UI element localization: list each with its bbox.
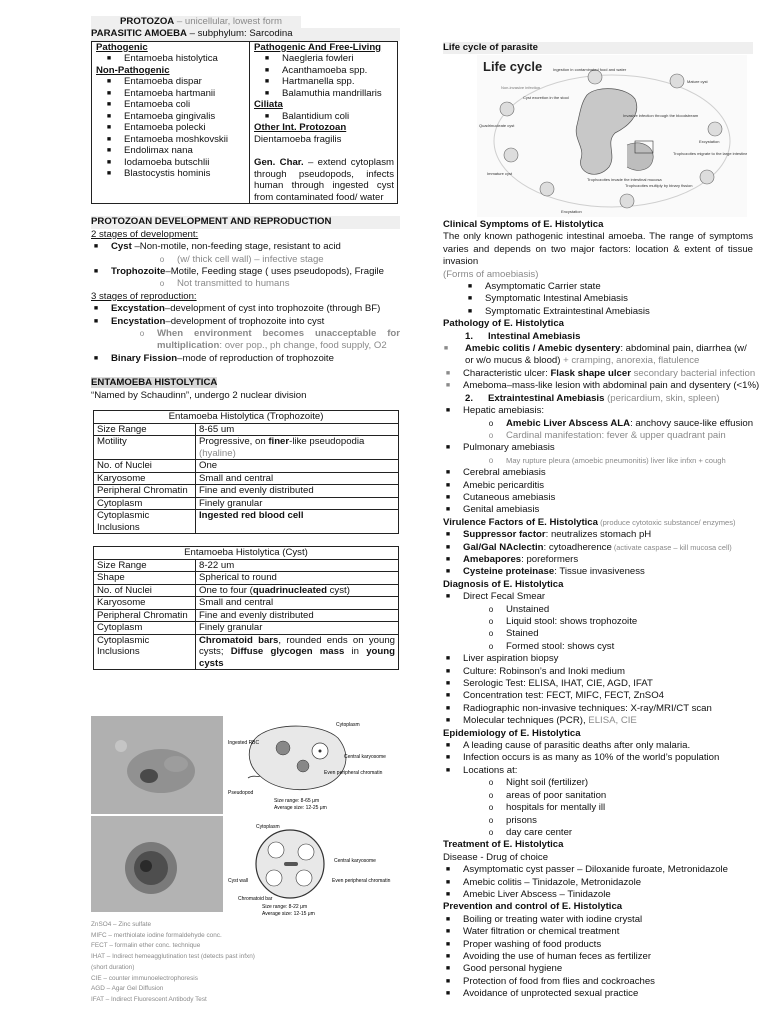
list-item: ■ Genital amebiasis bbox=[445, 504, 540, 516]
lc-label: Excystation bbox=[699, 139, 720, 144]
list-item: ■ Entamoeba coli bbox=[106, 99, 191, 111]
list-item: ■ Asymptomatic cyst passer – Diloxanide furoate, Metronidazole bbox=[445, 864, 729, 876]
list-item: ■ Direct Fecal Smear bbox=[445, 591, 546, 603]
diagnosis-heading: Diagnosis of E. Histolytica bbox=[443, 578, 564, 590]
list-item: ■ Cerebral amebiasis bbox=[445, 467, 546, 479]
list-item: ■ Trophozoite–Motile, Feeding stage ( uses pseudopods), Fragile bbox=[93, 265, 385, 277]
list-item: ■ Amebic pericarditis bbox=[445, 479, 545, 491]
list-item: ■ Infection occurs is as many as 10% of the world’s population bbox=[445, 752, 720, 764]
list-item: ■ Balantidium coli bbox=[264, 110, 350, 122]
prevention-heading: Prevention and control of E. Histolytica bbox=[443, 901, 623, 913]
label-size-range: Size range: 8-22 μm bbox=[262, 904, 308, 910]
list-item: ■ Entamoeba hartmanii bbox=[106, 87, 216, 99]
list-item: ■ Culture: Robinson’s and Inoki medium bbox=[445, 665, 625, 677]
list-item: ■ Encystation–development of trophozoite into cyst bbox=[93, 315, 325, 327]
table-row: No. of Nuclei One bbox=[94, 460, 399, 473]
list-item: ■ Hartmanella spp. bbox=[264, 76, 355, 88]
label-peripheral-chromatin: Even peripheral chromatin bbox=[332, 878, 391, 884]
life-cycle-heading: Life cycle of parasite bbox=[443, 42, 753, 54]
list-item: ■ Amebapores: poreformers bbox=[445, 553, 579, 565]
table-row: Cytoplasmic Inclusions Chromatoid bars, rounded ends on young cysts; Diffuse glycogen mass in young cysts bbox=[94, 634, 399, 670]
cyst-table: Entamoeba Histolytica (Cyst) Size Range 8-22 um Shape Spherical to round No. of Nuclei One to four (quadrinucleated cyst) Karyosome Small and central Peripheral Chromatin Fine and evenly distributed Cytoplasm Finely granular Cytoplasmic Inclusions Chromatoid bars, rounded ends on young cysts; Diffuse glycogen mass in young cysts bbox=[93, 546, 399, 670]
list-item: o Amebic Liver Abscess ALA: anchovy sauce-like effusion bbox=[488, 417, 754, 429]
list-item: o Liquid stool: shows trophozoite bbox=[488, 616, 638, 627]
page-title: PROTOZOA – unicellular, lowest form bbox=[91, 16, 301, 28]
pathology-heading: Pathology of E. Histolytica bbox=[443, 318, 565, 330]
general-characteristics: Gen. Char. – extend cytoplasm through pseudopods, infects human through ingested cyst from contaminated food/ water bbox=[254, 157, 394, 203]
cyst-drawing bbox=[228, 820, 400, 916]
label-cytoplasm: Cytoplasm bbox=[256, 824, 280, 830]
table-row: Cytoplasm Finely granular bbox=[94, 622, 399, 635]
list-item: ■ Entamoeba histolytica bbox=[106, 53, 218, 65]
list-item: ■ Endolimax nana bbox=[106, 145, 193, 157]
lc-label: Quadrinucleate cyst bbox=[479, 123, 515, 128]
list-item: o day care center bbox=[488, 826, 573, 838]
lc-label: Trophozoites multiply by binary fission bbox=[625, 183, 693, 188]
lc-label: Immature cyst bbox=[487, 171, 513, 176]
list-item: o Not transmitted to humans bbox=[159, 278, 290, 290]
abbreviations: ZnSO4 – Zinc sulfate MIFC – merthiolate iodine formaldehyde conc. FECT – formalin ether conc. technique IHAT – Indirect hemeagglutination test (detects past infxn) (short duration) CIE – counter immunoelectrophoresis AGD – Agar Gel Diffusion IFAT – Indirect Fluorescent Antibody Test bbox=[91, 921, 255, 1003]
table-row: Peripheral Chromatin Fine and evenly distributed bbox=[94, 485, 399, 498]
list-item: o When environment becomes unacceptable for multiplication: over pop., ph change, food supply, O2 bbox=[139, 327, 400, 352]
list-item: ■ Gal/Gal NAclectin: cytoadherence (activate caspase – kill mucosa cell) bbox=[445, 541, 732, 553]
table-row: Karyosome Small and central bbox=[94, 472, 399, 485]
table-row: Peripheral Chromatin Fine and evenly distributed bbox=[94, 609, 399, 622]
list-item: o Unstained bbox=[488, 603, 550, 615]
trophozoite-drawing bbox=[228, 716, 400, 814]
treatment-heading: Treatment of E. Histolytica bbox=[443, 839, 564, 851]
label-central-karyosome: Central karyosome bbox=[344, 754, 386, 760]
life-cycle-diagram bbox=[477, 55, 747, 217]
list-item: ■ Entamoeba dispar bbox=[106, 76, 202, 88]
list-item: o Formed stool: shows cyst bbox=[488, 640, 615, 652]
label-pseudopod: Pseudopod bbox=[228, 790, 254, 796]
eh-heading: ENTAMOEBA HISTOLYTICA bbox=[91, 377, 218, 389]
list-item: ■ Boiling or treating water with iodine crystal bbox=[445, 913, 643, 925]
list-item: ■ Serologic Test: ELISA, IHAT, CIE, AGD, IFAT bbox=[445, 678, 653, 690]
eh-named: “Named by Schaudinn”, undergo 2 nuclear division bbox=[91, 389, 307, 401]
list-item: ■ Entamoeba gingivalis bbox=[106, 110, 216, 122]
list-item: ■ Molecular techniques (PCR), ELISA, CIE bbox=[445, 715, 637, 727]
label-ingested-rbc: Ingested RBC bbox=[228, 740, 260, 746]
list-item: o (w/ thick cell wall) – infective stage bbox=[159, 253, 324, 265]
list-item: ■ Liver aspiration biopsy bbox=[445, 653, 559, 665]
freeliving-cell: Pathogenic And Free-Living ■ Naegleria fowleri ■ Acanthamoeba spp. ■ Hartmanella spp. ■ Balamuthia mandrillaris Ciliata ■ Balantidium coli Other Int. Protozoan Dientamoeba fragilis Gen. Char. – extend cytoplasm through pseudopods, infects human through ingested cyst from contaminated food/ water bbox=[250, 41, 398, 204]
cyst-diagram bbox=[228, 820, 400, 916]
list-item: ■ Hepatic amebiasis: bbox=[445, 405, 545, 417]
cyst-photo bbox=[91, 816, 223, 912]
lc-label: Non-invasive infection bbox=[501, 85, 541, 90]
list-item: o Cardinal manifestation: fever & upper quadrant pain bbox=[488, 429, 726, 441]
list-item: ■ Suppressor factor: neutralizes stomach pH bbox=[445, 529, 652, 541]
label-chromatoid-bar: Chromatoid bar bbox=[238, 896, 273, 902]
list-item: o areas of poor sanitation bbox=[488, 789, 607, 801]
list-item: ■ Radiographic non-invasive techniques: X-ray/MRI/CT scan bbox=[445, 702, 712, 714]
trophozoite-diagram bbox=[228, 716, 400, 814]
list-item: ■ Naegleria fowleri bbox=[264, 53, 354, 65]
list-item: o hospitals for mentally ill bbox=[488, 802, 606, 814]
table-row: No. of Nuclei One to four (quadrinucleated cyst) bbox=[94, 584, 399, 597]
clinical-heading: Clinical Symptoms of E. Histolytica bbox=[443, 219, 604, 230]
label-size-range: Size range: 8-65 μm bbox=[274, 798, 320, 804]
lc-label: Invasive infection through the bloodstream bbox=[623, 113, 699, 118]
lc-label: Trophozoites invade the intestinal mucosa bbox=[587, 177, 662, 182]
list-item: ■ Ameboma–mass-like lesion with abdominal pain and dysentery (<1%) bbox=[445, 380, 760, 392]
lc-label: Cyst excretion in the stool bbox=[523, 95, 569, 100]
list-item: ■ Good personal hygiene bbox=[445, 963, 563, 975]
list-item: ■ Symptomatic Extraintestinal Amebiasis bbox=[467, 305, 650, 317]
list-item: o May rupture pleura (amoebic pneumonitis) liver like infxn + cough bbox=[488, 455, 726, 465]
list-item: ■ Binary Fission–mode of reproduction of trophozoite bbox=[93, 352, 334, 364]
list-item: ■ Avoidance of unprotected sexual practice bbox=[445, 988, 639, 1000]
label-peripheral-chromatin: Even peripheral chromatin bbox=[324, 770, 383, 776]
list-item: ■ Excystation–development of cyst into trophozoite (through BF) bbox=[93, 303, 381, 315]
cyst-micrograph bbox=[91, 816, 223, 912]
list-item: ■ Proper washing of food products bbox=[445, 938, 602, 950]
pathogenic-cell: Pathogenic ■ Entamoeba histolytica Non-Pathogenic ■ Entamoeba dispar ■ Entamoeba hartmanii ■ Entamoeba coli ■ Entamoeba gingivalis ■ Entamoeba polecki ■ Entamoeba moshkovskii ■ Endolimax nana ■ Iodamoeba butschlii ■ Blastocystis hominis bbox=[92, 41, 250, 204]
parasitic-amoeba-heading: PARASITIC AMOEBA – subphylum: Sarcodina bbox=[91, 28, 400, 40]
table-row: Cytoplasm Finely granular bbox=[94, 497, 399, 510]
table-row: Karyosome Small and central bbox=[94, 597, 399, 610]
list-item: ■ Asymptomatic Carrier state bbox=[467, 281, 601, 293]
label-central-karyosome: Central karyosome bbox=[334, 858, 376, 864]
table-row: Size Range 8-22 um bbox=[94, 559, 399, 572]
list-item: ■ A leading cause of parasitic deaths after only malaria. bbox=[445, 740, 691, 752]
left-column: PROTOZOA – unicellular, lowest form PARASITIC AMOEBA – subphylum: Sarcodina Pathogenic ■ Entamoeba histolytica Non-Pathogenic ■ Entamoeba dispar ■ Entamoeba hartmanii ■ Entamoeba coli ■ Entamoeba gingivalis ■ Entamoeba polecki ■ Entamoeba moshkovskii ■ Endolimax nana ■ Iodamoeba butschlii ■ Blastocystis hominis Pathogenic And Free-Living ■ Naegleria fowleri ■ Acanthamoeba spp. ■ Hartmanella spp. ■ Balamuthia mandrillaris Ciliata ■ Balantidium coli Other Int. Protozoan Dientamoeba fragilis Gen. Char. – extend cytoplasm through pseudopods, infects human through ingested cyst from contaminated food/ water PROTOZOAN DEVELOPMENT AND REPRODUCTION 2 stages of development: ■ Cyst –Non-motile, non-feeding stage, resistant to acid o (w/ thick cell wall) – infective stage ■ Trophozoite–Motile, Feeding stage ( uses pseudopods), Fragile o Not transmitted to humans 3 stages of reproduction: ■ Excystation–development of cyst into trophozoite (through BF) ■ Encystation–development of trophozoite into cyst o When environment becomes unacceptable for multiplication: over pop., ph change, food supply, O2 ■ Binary Fission–mode of reproduction of trophozoite ENTAMOEBA HISTOLYTICA “Named by Schaudinn”, undergo 2 nuclear division Entamoeba Histolytica (Trophozoite) Size Range 8-65 um Motility Progressive, on finer-like pseudopodia (hyaline) No. of Nuclei One Karyosome Small and central Peripheral Chromatin Fine and evenly distributed Cytoplasm Finely granular Cytoplasmic Inclusions Ingested red blood cell Entamoeba Histolytica (Cyst) Size Range 8-22 um Shape Spherical to round No. of Nuclei One to four (quadrinucleated cyst) Karyosome Small and central Peripheral Chromatin Fine and evenly distributed Cytoplasm Finely granular Cytoplasmic Inclusions Chromatoid bars, rounded ends on young cysts; Diffuse glycogen mass in young cysts bbox=[91, 16, 400, 669]
list-item: ■ Cysteine proteinase: Tissue invasiveness bbox=[445, 566, 645, 578]
table-row: Cytoplasmic Inclusions Ingested red blood cell bbox=[94, 510, 399, 534]
list-item: ■ Amebic colitis – Tinidazole, Metronidazole bbox=[445, 876, 642, 888]
list-item: ■ Protection of food from flies and cockroaches bbox=[445, 975, 655, 987]
label-cyst-wall: Cyst wall bbox=[228, 878, 249, 884]
lc-label: Encystation bbox=[561, 209, 582, 214]
life-cycle-figure bbox=[477, 55, 747, 217]
list-item: ■ Locations at: bbox=[445, 764, 518, 776]
list-item: ■ Concentration test: FECT, MIFC, FECT, ZnSO4 bbox=[445, 690, 664, 702]
list-item: ■ Avoiding the use of human feces as fertilizer bbox=[445, 950, 652, 962]
trophozoite-micrograph bbox=[91, 716, 223, 814]
list-item: ■ Balamuthia mandrillaris bbox=[264, 87, 382, 99]
list-item: ■ Iodamoeba butschlii bbox=[106, 156, 210, 168]
virulence-heading: Virulence Factors of E. Histolytica (produce cytotoxic substance/ enzymes) bbox=[443, 516, 736, 528]
table-row: Size Range 8-65 um bbox=[94, 423, 399, 436]
label-average-size: Average size: 12-15 μm bbox=[262, 911, 315, 916]
list-item: ■ Water filtration or chemical treatment bbox=[445, 926, 620, 938]
lc-label: Mature cyst bbox=[687, 79, 708, 84]
label-cytoplasm: Cytoplasm bbox=[336, 722, 360, 728]
list-item: ■ Amebic Liver Abscess – Tinidazole bbox=[445, 888, 611, 900]
list-item: o Night soil (fertilizer) bbox=[488, 777, 589, 789]
table-row: Motility Progressive, on finer-like pseudopodia (hyaline) bbox=[94, 436, 399, 460]
epidemiology-heading: Epidemiology of E. Histolytica bbox=[443, 727, 581, 739]
right-text: Clinical Symptoms of E. Histolytica The only known pathogenic intestinal amoeba. The range of symptoms varies and depends on two major factors: location & extent of tissue invasion (Forms of amoebiasis) ■ Asymptomatic Carrier state ■ Symptomatic Intestinal Amebiasis ■ Symptomatic Extraintestinal Amebiasis Pathology of E. Histolytica 1. Intestinal Amebiasis ■ Amebic colitis / Amebic dysentery: abdominal pain, diarrhea (w/ or w/o mucus & blood) + cramping, anorexia, flatulence ■ Characteristic ulcer: Flask shape ulcer secondary bacterial infection ■ Ameboma–mass-like lesion with abdominal pain and dysentery (<1%) 2. Extraintestinal Amebiasis (pericardium, skin, spleen) ■ Hepatic amebiasis: o Amebic Liver Abscess ALA: anchovy sauce-like effusion o Cardinal manifestation: fever & upper quadrant pain ■ Pulmonary amebiasis o May rupture pleura (amoebic pneumonitis) liver like infxn + cough ■ Cerebral amebiasis ■ Amebic pericarditis ■ Cutaneous amebiasis ■ Genital amebiasis Virulence Factors of E. Histolytica (produce cytotoxic substance/ enzymes) ■ Suppressor factor: neutralizes stomach pH ■ Gal/Gal NAclectin: cytoadherence (activate caspase – kill mucosa cell) ■ Amebapores: poreformers ■ Cysteine proteinase: Tissue invasiveness Diagnosis of E. Histolytica ■ Direct Fecal Smear o Unstained o Liquid stool: shows trophozoite o Stained o Formed stool: shows cyst ■ Liver aspiration biopsy ■ Culture: Robinson’s and Inoki medium ■ Serologic Test: ELISA, IHAT, CIE, AGD, IFAT ■ Concentration test: FECT, MIFC, FECT, ZnSO4 ■ Radiographic non-invasive techniques: X-ray/MRI/CT scan ■ Molecular techniques (PCR), ELISA, CIE Epidemiology of E. Histolytica ■ A leading cause of parasitic deaths after only malaria. ■ Infection occurs is as many as 10% of the world’s population ■ Locations at: o Night soil (fertilizer) o areas of poor sanitation o hospitals for mentally ill o prisons o day care center Treatment of E. Histolytica Disease - Drug of choice ■ Asymptomatic cyst passer – Diloxanide furoate, Metronidazole ■ Amebic colitis – Tinidazole, Metronidazole ■ Amebic Liver Abscess – Tinidazole Prevention and control of E. Histolytica ■ Boiling or treating water with iodine crystal ■ Water filtration or chemical treatment ■ Proper washing of food products ■ Avoiding the use of human feces as fertilizer ■ Good personal hygiene ■ Protection of food from flies and cockroaches ■ Avoidance of unprotected sexual practice bbox=[443, 219, 760, 1000]
list-item: ■ Acanthamoeba spp. bbox=[264, 64, 368, 76]
list-item: ■ Symptomatic Intestinal Amebiasis bbox=[467, 293, 628, 305]
list-item: ■ Cutaneous amebiasis bbox=[445, 491, 556, 503]
label-average-size: Average size: 12-25 μm bbox=[274, 805, 327, 811]
list-item: ■ Entamoeba moshkovskii bbox=[106, 133, 228, 145]
trophozoite-photo bbox=[91, 716, 223, 814]
list-item: o Stained bbox=[488, 628, 539, 640]
list-item: ■ Characteristic ulcer: Flask shape ulcer secondary bacterial infection bbox=[445, 367, 756, 379]
list-item: ■ Pulmonary amebiasis bbox=[445, 442, 555, 454]
list-item: o prisons bbox=[488, 814, 537, 826]
right-column bbox=[443, 42, 753, 54]
list-item: ■ Amebic colitis / Amebic dysentery: abdominal pain, diarrhea (w/ or w/o mucus & blood) + cramping, anorexia, flatulence bbox=[443, 343, 747, 367]
trophozoite-table: Entamoeba Histolytica (Trophozoite) Size Range 8-65 um Motility Progressive, on finer-like pseudopodia (hyaline) No. of Nuclei One Karyosome Small and central Peripheral Chromatin Fine and evenly distributed Cytoplasm Finely granular Cytoplasmic Inclusions Ingested red blood cell bbox=[93, 410, 399, 534]
lc-label: Ingestion in contaminated food and water bbox=[553, 67, 627, 72]
development-heading: PROTOZOAN DEVELOPMENT AND REPRODUCTION bbox=[91, 216, 400, 228]
lc-label: Trophozoites migrate to the large intestine bbox=[673, 151, 747, 156]
classification-table bbox=[91, 41, 398, 205]
list-item: ■ Entamoeba polecki bbox=[106, 122, 206, 134]
list-item: ■ Blastocystis hominis bbox=[106, 168, 211, 180]
life-cycle-title: Life cycle bbox=[483, 59, 543, 74]
list-item: ■ Cyst –Non-motile, non-feeding stage, resistant to acid bbox=[93, 241, 341, 253]
table-row: Shape Spherical to round bbox=[94, 572, 399, 585]
